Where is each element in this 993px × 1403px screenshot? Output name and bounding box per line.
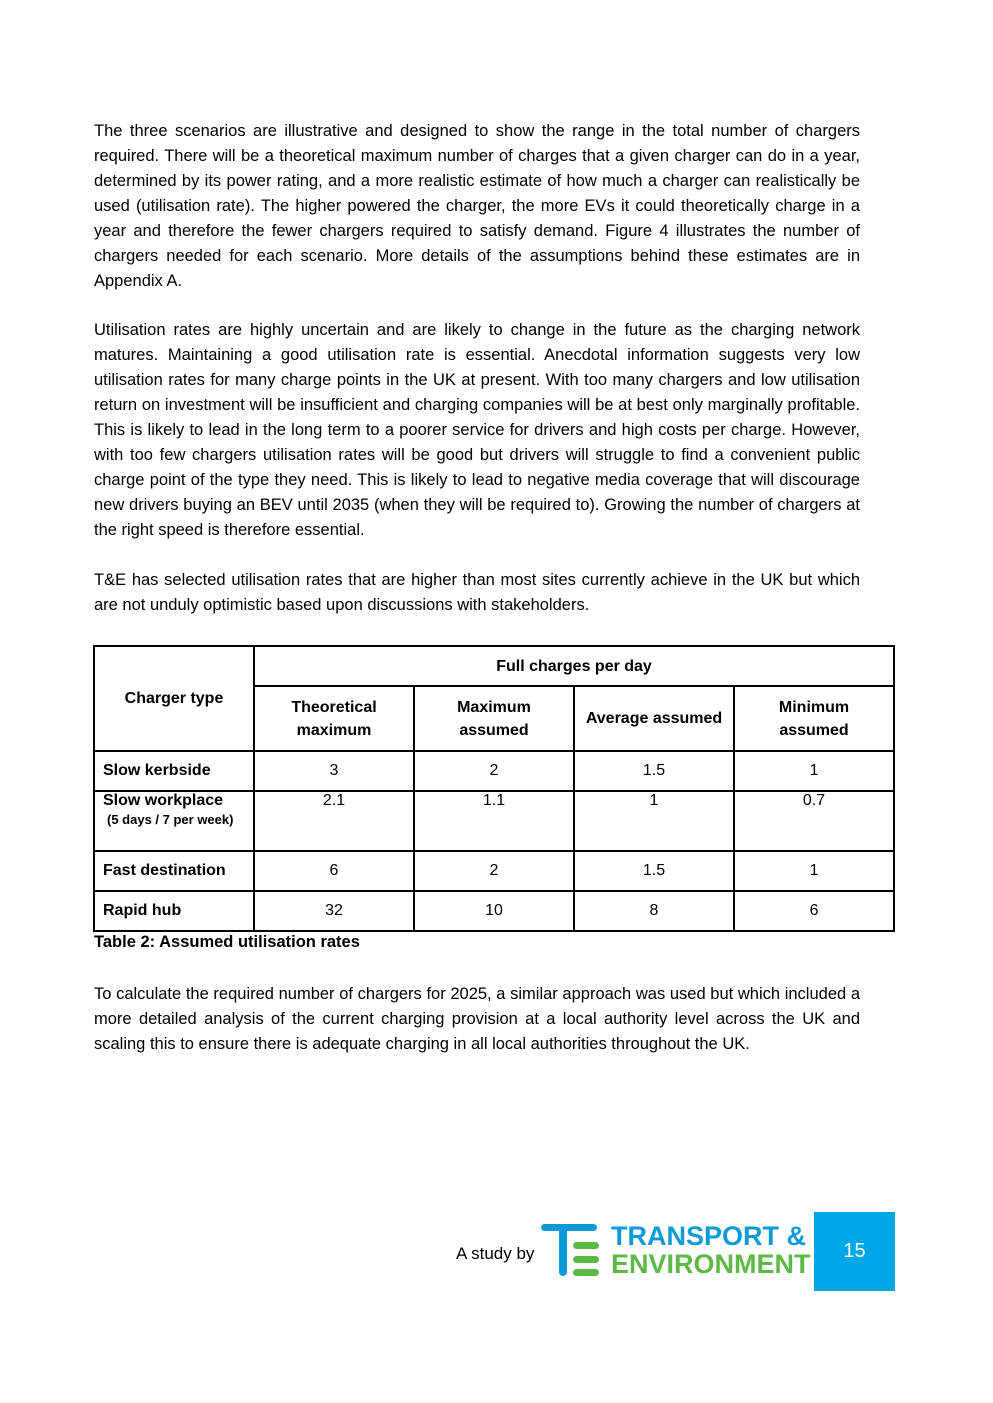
table-caption: Table 2: Assumed utilisation rates [94,933,360,951]
table-cell: 3 [254,751,414,791]
row-label: Fast destination [94,851,254,891]
logo-line-environment: ENVIRONMENT [611,1249,811,1279]
table-cell: 0.7 [734,791,894,851]
row-label: Slow kerbside [94,751,254,791]
table-row [94,851,894,891]
logo-line-transport: TRANSPORT & [611,1221,806,1251]
table-cell: 2 [414,851,574,891]
table-row [94,751,894,791]
utilisation-table [93,645,895,932]
transport-environment-logo [541,1221,811,1279]
header-full-charges: Full charges per day [254,646,894,686]
row-label: Slow workplace [103,792,224,809]
table-cell: 1.5 [574,851,734,891]
paragraph-2025-approach: To calculate the required number of chargers for 2025, a similar approach was used but which included a more detailed analysis of the current charging provision at a local authority level across the UK and scaling this to ensure there is adequate charging in all local authorities throughout the UK. [94,985,860,1053]
paragraph-scenarios: The three scenarios are illustrative and designed to show the range in the total number of chargers required. There will be a theoretical maximum number of charges that a given charger can do in a year, determined by its power rating, and a more realistic estimate of how much a charger can realistically be used (utilisation rate). The higher powered the charger, the more EVs it could theoretically charge in a year and therefore the fewer chargers required to satisfy demand. Figure 4 illustrates the number of chargers needed for each scenario. More details of the assumptions behind these estimates are in Appendix A. [94,122,860,290]
header-charger-type: Charger type [94,646,254,751]
column-header: Average assumed [574,686,734,751]
table-cell: 1 [734,851,894,891]
table-row [94,791,894,851]
row-label: Rapid hub [94,891,254,931]
table-cell: 32 [254,891,414,931]
page-number: 15 [814,1212,895,1291]
row-label-cell [94,791,254,851]
table-row [94,891,894,931]
table-cell: 1 [574,791,734,851]
column-header: Theoretical maximum [254,686,414,751]
table-cell: 2 [414,751,574,791]
table-cell: 1 [734,751,894,791]
study-by-label: A study by [456,1244,535,1263]
table-cell: 8 [574,891,734,931]
column-header: Maximum assumed [414,686,574,751]
paragraph-selection: T&E has selected utilisation rates that are higher than most sites currently achieve in the UK but which are not unduly optimistic based upon discussions with stakeholders. [94,571,860,614]
column-header: Minimum assumed [734,686,894,751]
table-cell: 2.1 [254,791,414,851]
table-cell: 1.1 [414,791,574,851]
table-cell: 6 [254,851,414,891]
te-mark-icon [541,1222,605,1278]
table-cell: 10 [414,891,574,931]
table-cell: 1.5 [574,751,734,791]
paragraph-utilisation: Utilisation rates are highly uncertain and are likely to change in the future as the charging network matures. Maintaining a good utilisation rate is essential. Anecdotal information suggests very low utilisation rates for many charge points in the UK at present. With too many chargers and low utilisation return on investment will be insufficient and charging companies will be at best only marginally profitable. This is likely to lead in the long term to a poorer service for drivers and high costs per charge. However, with too few chargers utilisation rates will be good but drivers will struggle to find a convenient public charge point of the type they need. This is likely to lead to negative media coverage that will discourage new drivers buying an BEV until 2035 (when they will be required to). Growing the number of chargers at the right speed is therefore essential. [94,321,860,539]
table-cell: 6 [734,891,894,931]
row-sublabel: (5 days / 7 per week) [107,812,234,827]
